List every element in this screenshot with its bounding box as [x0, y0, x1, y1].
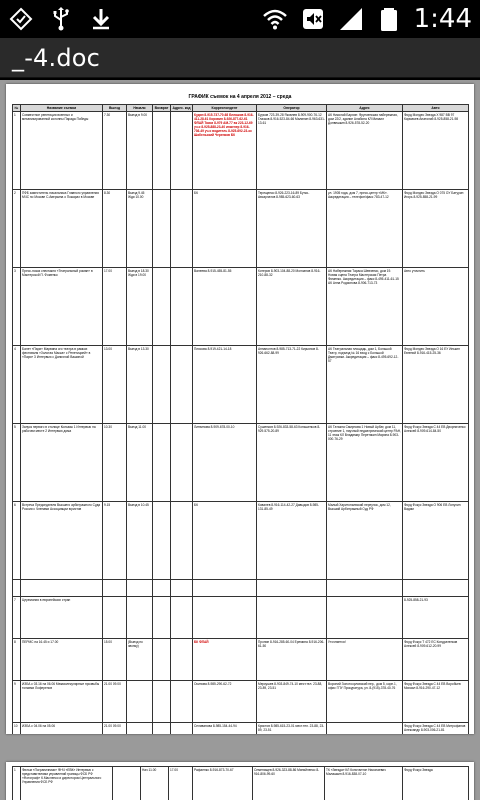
table-cell-corr: Литвинова 8-909-678-00-10 [193, 424, 257, 502]
table-cell-corr: Осипова 8-985-290-62-72 [193, 681, 257, 723]
mute-icon [300, 6, 326, 32]
column-header: Авто [403, 105, 469, 112]
table-cell-ret [153, 639, 171, 681]
table-cell-code [171, 723, 193, 735]
table-cell-code [171, 502, 193, 580]
table-cell-start [127, 723, 153, 735]
table-row [13, 639, 469, 681]
wifi-icon [262, 6, 288, 32]
table-cell-start: Выезд в 18.30 Жди в 19.00 [127, 268, 153, 346]
table-cell-out: 8.30 [103, 190, 127, 268]
status-bar-right [262, 4, 472, 34]
table-cell-start: Нач 11.00 [141, 767, 169, 800]
table-cell-out: 21.00 09.00 [103, 723, 127, 735]
table-cell-addr: Малый Харитоньевский переулок, дом 12, Высший Арбитражный Суд РФ [327, 502, 403, 580]
schedule-table [12, 104, 469, 734]
battery-icon [376, 6, 402, 32]
table-row [13, 190, 469, 268]
table-cell-n: 1 [13, 112, 21, 190]
table-cell-out: 15.00 [103, 639, 127, 681]
table-row [13, 502, 469, 580]
table-cell-ret [153, 190, 171, 268]
document-viewer[interactable] [0, 80, 480, 800]
table-cell-code [171, 112, 193, 190]
column-header: Корреспондент [193, 105, 257, 112]
schedule-title: ГРАФИК съемок на 4 апреля 2012 – среда [188, 94, 292, 100]
table-cell-name: Балет «Пари» Марвина ого театра в рамках фестиваля «Золотая Маска» с Репетицией» в «Пари» 3 Интервью с Даниэлой Вашиной [21, 346, 103, 424]
table-cell-start: (Выезд по звонку) [127, 639, 153, 681]
table-cell-out: 10.30 [103, 424, 127, 502]
table-cell-corr: Плясова 8-919-421-14-18 [193, 346, 257, 424]
column-header: Начало [127, 105, 153, 112]
table-cell-name: ПЕРМС на 16.45 и 17.00 [21, 639, 103, 681]
table-cell-op [257, 597, 327, 639]
table-cell-addr [327, 723, 403, 735]
table-cell-addr: Уточняется! [327, 639, 403, 681]
document-page-1 [6, 84, 474, 734]
gap-cell [153, 580, 171, 597]
table-cell-op: Меркушев 8-903-849-74-10 мест.тел. 23-88, 23-89, 23-51 [257, 681, 327, 723]
table-cell-n: 8 [13, 639, 21, 681]
table-cell-auto: Форд Мондео Звезда О 16 ЕУ Инькин Евгений 8-916-415-25-36 [403, 346, 469, 424]
table-cell-name: Пресс-показ спектакля «Театральный роман» в Мастерской П. Фоменко [21, 268, 103, 346]
table-cell-addr: АК Николай Бархин: Фрунзенская набережная, дом 22/2, здание Алабина КЛ Михаил Донвешкин 8-926-578-52-20 [327, 112, 403, 190]
gap-cell [403, 580, 469, 597]
gap-cell [193, 580, 257, 597]
signal-icon [338, 6, 364, 32]
column-header: Название съемки [21, 105, 103, 112]
table-cell-out [113, 767, 141, 800]
table-cell-corr: Валеева 8-915-455-81-55 [193, 268, 257, 346]
column-header: Выезд [103, 105, 127, 112]
table-cell-out: 21.00 09.00 [103, 681, 127, 723]
table-cell-start: Выезд в 13.30 [127, 346, 153, 424]
table-row [13, 346, 469, 424]
usb-icon [48, 6, 74, 32]
table-cell-code [171, 639, 193, 681]
table-cell-addr: АК Набережная Тараса Шевченко, дом 19. Новая сцена Театра Мастерская Петра Фоменко. Аккредитация – факс 8-495-411-61-15 АК Анна Родионова 8-906-713-73 [327, 268, 403, 346]
table-cell-ret [153, 723, 171, 735]
status-time: 1:44 [413, 4, 472, 34]
table-cell-auto: Форд Фокус Т 472 ЕС Кондратенков Алексей 8-909-612-20-99 [403, 639, 469, 681]
table-cell-start [127, 597, 153, 639]
table-cell-ret [153, 268, 171, 346]
table-cell-code [171, 681, 193, 723]
table-cell-corr: Кудин 8-915-737-70-68 Белашов 8-916-411-28-61 Коровин 8-926-877-62-61 ФЛАЙ Такси 8-979 АМ-77 вк 223-12-69 уч.о 8-925-888-23-40 инженер 8-916-736-49 уч.о водитель 8-925-692-23-ос Шабельский Черенков БК [193, 112, 257, 190]
table-cell-corr: БК ФЛАЙ [193, 639, 257, 681]
table-cell-addr: Вороний Золотоорловский пер., дом 5, корп.1, офис ГПУ Прокуратура, ул. 8-(915)-378-40-76 [327, 681, 403, 723]
table-cell-name: ПФБ заместитель начальника Главного управления МЧС по Москве С.Аверкина о Пожарах в Москве [21, 190, 103, 268]
table-cell-op: Терещенко 8-926-223-16-89 Бутко-Авсарлатов 8-985-623-60-63 [257, 190, 327, 268]
table-row [13, 424, 469, 502]
column-header: Оператор [257, 105, 327, 112]
table-cell-start: Выезд 11.00 [127, 424, 153, 502]
table-cell-ret [153, 424, 171, 502]
table-cell-out: 9.15 [103, 502, 127, 580]
table-cell-out: 7.30 [103, 112, 127, 190]
table-cell-addr: АК Татьяна Смирнова 1 Новый Арбат, дом 11, строение 1, научный педиатрический центр РАН, 11 этаж КЛ Владимир Перетякин Марина 8-903-000-76-29 [327, 424, 403, 502]
table-cell-op: Семенищев 8-926-323-88-86 Миняйленко 8-916-806-99-60 [253, 767, 325, 800]
table-cell-out: 13.00 [103, 346, 127, 424]
table-cell-out: 17.00 [103, 268, 127, 346]
gap-cell [171, 580, 193, 597]
table-cell-corr: Рафаенко 8-916-873-70-67 [193, 767, 253, 800]
table-cell-name: Запуск первого в столице Колымы 1 Интервью на рабочем месте 2 Интервью дома [21, 424, 103, 502]
download-icon [88, 6, 114, 32]
table-cell-auto: Форд Мондео Звезда О 075 ОУ Батурин Игорь 8-925-858-21-99 [403, 190, 469, 268]
table-cell-name: ИЗБА с 04.06 на 05.06 [21, 723, 103, 735]
document-page-2 [6, 762, 474, 800]
table-cell-op: Ковалев 8-916-114-42-27 Давыдов 8-985-131-85-49 [257, 502, 327, 580]
table-cell-op: Сушенков 8-926-833-58-63 Коньшенков 8-929-575-20-89 [257, 424, 327, 502]
status-bar [0, 0, 480, 38]
table-cell-name: Встреча Председателя Высшего арбитражного Суда России с Членами Ассоциации юристов [21, 502, 103, 580]
table-cell-corr: Селиванова 8-985-154-44-94 [193, 723, 257, 735]
gap-cell [257, 580, 327, 597]
table-cell-auto: Форд Фокус Звезда С 44 ЕВ Воробьев Михаил 8-916-290-47-12 [403, 681, 469, 723]
table-cell-addr: АК Театральная площадь, дом 1, Большой Театр, подъезд № 16 вход с Большой Дмитровки. Аккредитация – факс 8-495-692-12-57 [327, 346, 403, 424]
table-cell-op: Пронин 8-916-285-60-04 Еремина 8-916-206-61-50 [257, 639, 327, 681]
table-cell-op: Бурков 723-39-28 Яковлев 8-909-900-76-12 Глазков 8-916-523-84-66 Малинин 8-963-631-13-61 [257, 112, 327, 190]
table-row [13, 681, 469, 723]
table-cell-op: Котеров 8-903-104-88-20 Молчанов 8-916-210-88-32 [257, 268, 327, 346]
table-row [13, 597, 469, 639]
table-body [13, 112, 469, 735]
gap-cell [21, 580, 103, 597]
table-cell-auto: Авто уточнить [403, 268, 469, 346]
status-bar-left [8, 6, 114, 32]
table-cell-code [171, 190, 193, 268]
table-cell-n: 6 [13, 502, 21, 580]
table-cell-start [127, 681, 153, 723]
table-cell-addr [327, 597, 403, 639]
table-cell-ret [153, 597, 171, 639]
table-cell-out [103, 597, 127, 639]
table-row [13, 723, 469, 735]
table-cell-auto: 8-925-858-21-93 [403, 597, 469, 639]
column-header: № [13, 105, 21, 112]
document-title: _-4.doc [12, 43, 101, 72]
table-cell-n: 5 [13, 424, 21, 502]
table-cell-start: Выезд 9.45 Жди 10.00 [127, 190, 153, 268]
table-cell-n: 9 [13, 681, 21, 723]
column-header: Возврат [153, 105, 171, 112]
table-cell-ret [153, 346, 171, 424]
table-cell-n: 4 [13, 346, 21, 424]
table-cell-op: Кристов 8-985-615-23-01 мест.тел. 23-88, 23-89, 23-51 [257, 723, 327, 735]
table-header-row [13, 105, 469, 112]
table-cell-n: 10 [13, 723, 21, 735]
special-projects-table [12, 766, 469, 800]
table-cell-op: Аннаполтов 8-985-713-71-22 Кирьянов 8-926-662-88-99 [257, 346, 327, 424]
table-cell-auto: Форд Фокус Звезда О 906 ЕВ Лопухин Вадим [403, 502, 469, 580]
table-cell-n: 7 [13, 597, 21, 639]
gap-cell [127, 580, 153, 597]
column-header: Адрес. код [172, 106, 191, 110]
app-title-bar [0, 38, 480, 78]
table-cell-addr: ТК «Звезда» КЛ Константин Николаевич Малашкин 8-916-838-07-10 [325, 767, 403, 800]
table-cell-start: Выезд в 9.00 [127, 112, 153, 190]
table-cell-corr [193, 597, 257, 639]
table-row [13, 112, 469, 190]
table-cell-code [171, 268, 193, 346]
page-gap-row [13, 580, 469, 597]
table-cell-auto: Форд Фокус Звезда С 44 ЕВ Митрофанов Александр 8-903-006-21-81 [403, 723, 469, 735]
table-cell-corr: БК [193, 190, 257, 268]
table-cell-n: 2 [13, 190, 21, 268]
table-row [13, 268, 469, 346]
table-cell-code [171, 346, 193, 424]
gap-cell [327, 580, 403, 597]
table-cell-name: Фильм «Пограничники» ФНЧ «ЕВК» Интервью с представителями управлений границы ФСБ РФ «Фотограф» К.Масленко и директором Центрального Управления ФСБ РФ [21, 767, 113, 800]
gap-cell [13, 580, 21, 597]
table-cell-ret: 17.00 [169, 767, 193, 800]
table-cell-ret [153, 681, 171, 723]
table-cell-auto: Форд Мондео Звезда X 987 ВВ 97 Кормачев Анатолий 8-925-858-21-98 [403, 112, 469, 190]
table-cell-n: 1 [13, 767, 21, 800]
gap-cell [103, 580, 127, 597]
sync-icon [8, 6, 34, 32]
table-cell-name: ИЗБА с 03.16 на 06.06 Межмолекулярные прозвьбы тонкими Лоференов [21, 681, 103, 723]
table-cell-start: Выезд в 10.45 [127, 502, 153, 580]
table-cell-corr: БК [193, 502, 257, 580]
table-cell-name: Церемония в европейских стран [21, 597, 103, 639]
table-cell-ret [153, 502, 171, 580]
column-header: Адрес [327, 105, 403, 112]
table-cell-code [171, 597, 193, 639]
table-cell-name: Совместное репетиция военных и механизированной колонны Парада Победы [21, 112, 103, 190]
table-cell-n: 3 [13, 268, 21, 346]
table-cell-ret [153, 112, 171, 190]
table-cell-code [171, 424, 193, 502]
table-cell-addr: ул. 1905 года, дом 7, пресс-центр «МК». Аккредитация – телефон/факс 783-47-12 [327, 190, 403, 268]
table-cell-auto: Форд Фокус Звезда [403, 767, 469, 800]
table-cell-auto: Форд Фокус Звезда С 44 ЕВ Дворниченко Алексей 8-909-614-84-50 [403, 424, 469, 502]
table-row [13, 767, 469, 800]
